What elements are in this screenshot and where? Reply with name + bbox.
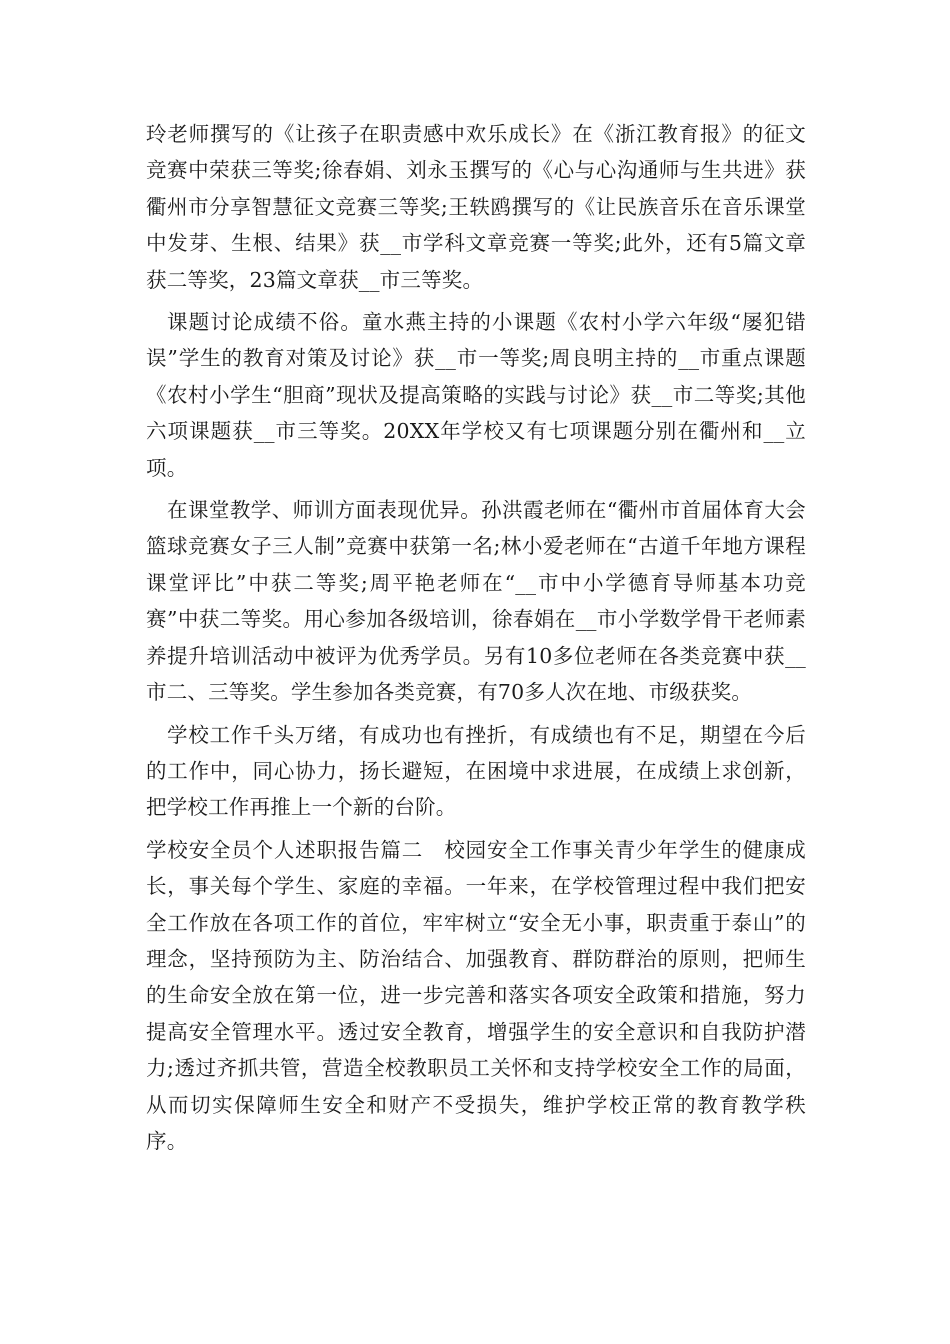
paragraph-2: 课题讨论成绩不俗。童水燕主持的小课题《农村小学六年级“屡犯错误”学生的教育对策及讨论》获__市一等奖;周良明主持的__市重点课题《农村小学生“胆商”现状及提高策略的实践与讨论》获__市二等奖;其他六项课题获__市三等奖。20XX年学校又有七项课题分别在衢州和__立项。 (146, 310, 806, 480)
paragraph-1: 玲老师撰写的《让孩子在职责感中欢乐成长》在《浙江教育报》的征文竞赛中荣获三等奖;徐春娟、刘永玉撰写的《心与心沟通师与生共进》获衢州市分享智慧征文竞赛三等奖;王轶鸥撰写的《让民族音乐在音乐课堂中发芽、生根、结果》获__市学科文章竞赛一等奖;此外，还有5篇文章获二等奖，23篇文章获__市三等奖。 (146, 122, 806, 292)
paragraph-5: 学校安全员个人述职报告篇二 校园安全工作事关青少年学生的健康成长，事关每个学生、家庭的幸福。一年来，在学校管理过程中我们把安全工作放在各项工作的首位，牢牢树立“安全无小事，职责重于泰山”的理念，坚持预防为主、防治结合、加强教育、群防群治的原则，把师生的生命安全放在第一位，进一步完善和落实各项安全政策和措施，努力提高安全管理水平。透过安全教育，增强学生的安全意识和自我防护潜力;透过齐抓共管，营造全校教职员工关怀和支持学校安全工作的局面，从而切实保障师生安全和财产不受损失，维护学校正常的教育教学秩序。 (146, 837, 806, 1153)
paragraph-4: 学校工作千头万绪，有成功也有挫折，有成绩也有不足，期望在今后的工作中，同心协力，扬长避短，在困境中求进展，在成绩上求创新，把学校工作再推上一个新的台阶。 (146, 722, 806, 820)
paragraph-3: 在课堂教学、师训方面表现优异。孙洪霞老师在“衢州市首届体育大会篮球竞赛女子三人制”竞赛中获第一名;林小爱老师在“古道千年地方课程课堂评比”中获二等奖;周平艳老师在“__市中小学德育导师基本功竞赛”中获二等奖。用心参加各级培训，徐春娟在__市小学数学骨干老师素养提升培训活动中被评为优秀学员。另有10多位老师在各类竞赛中获__市二、三等奖。学生参加各类竞赛，有70多人次在地、市级获奖。 (146, 498, 806, 705)
document-body (146, 116, 806, 1165)
